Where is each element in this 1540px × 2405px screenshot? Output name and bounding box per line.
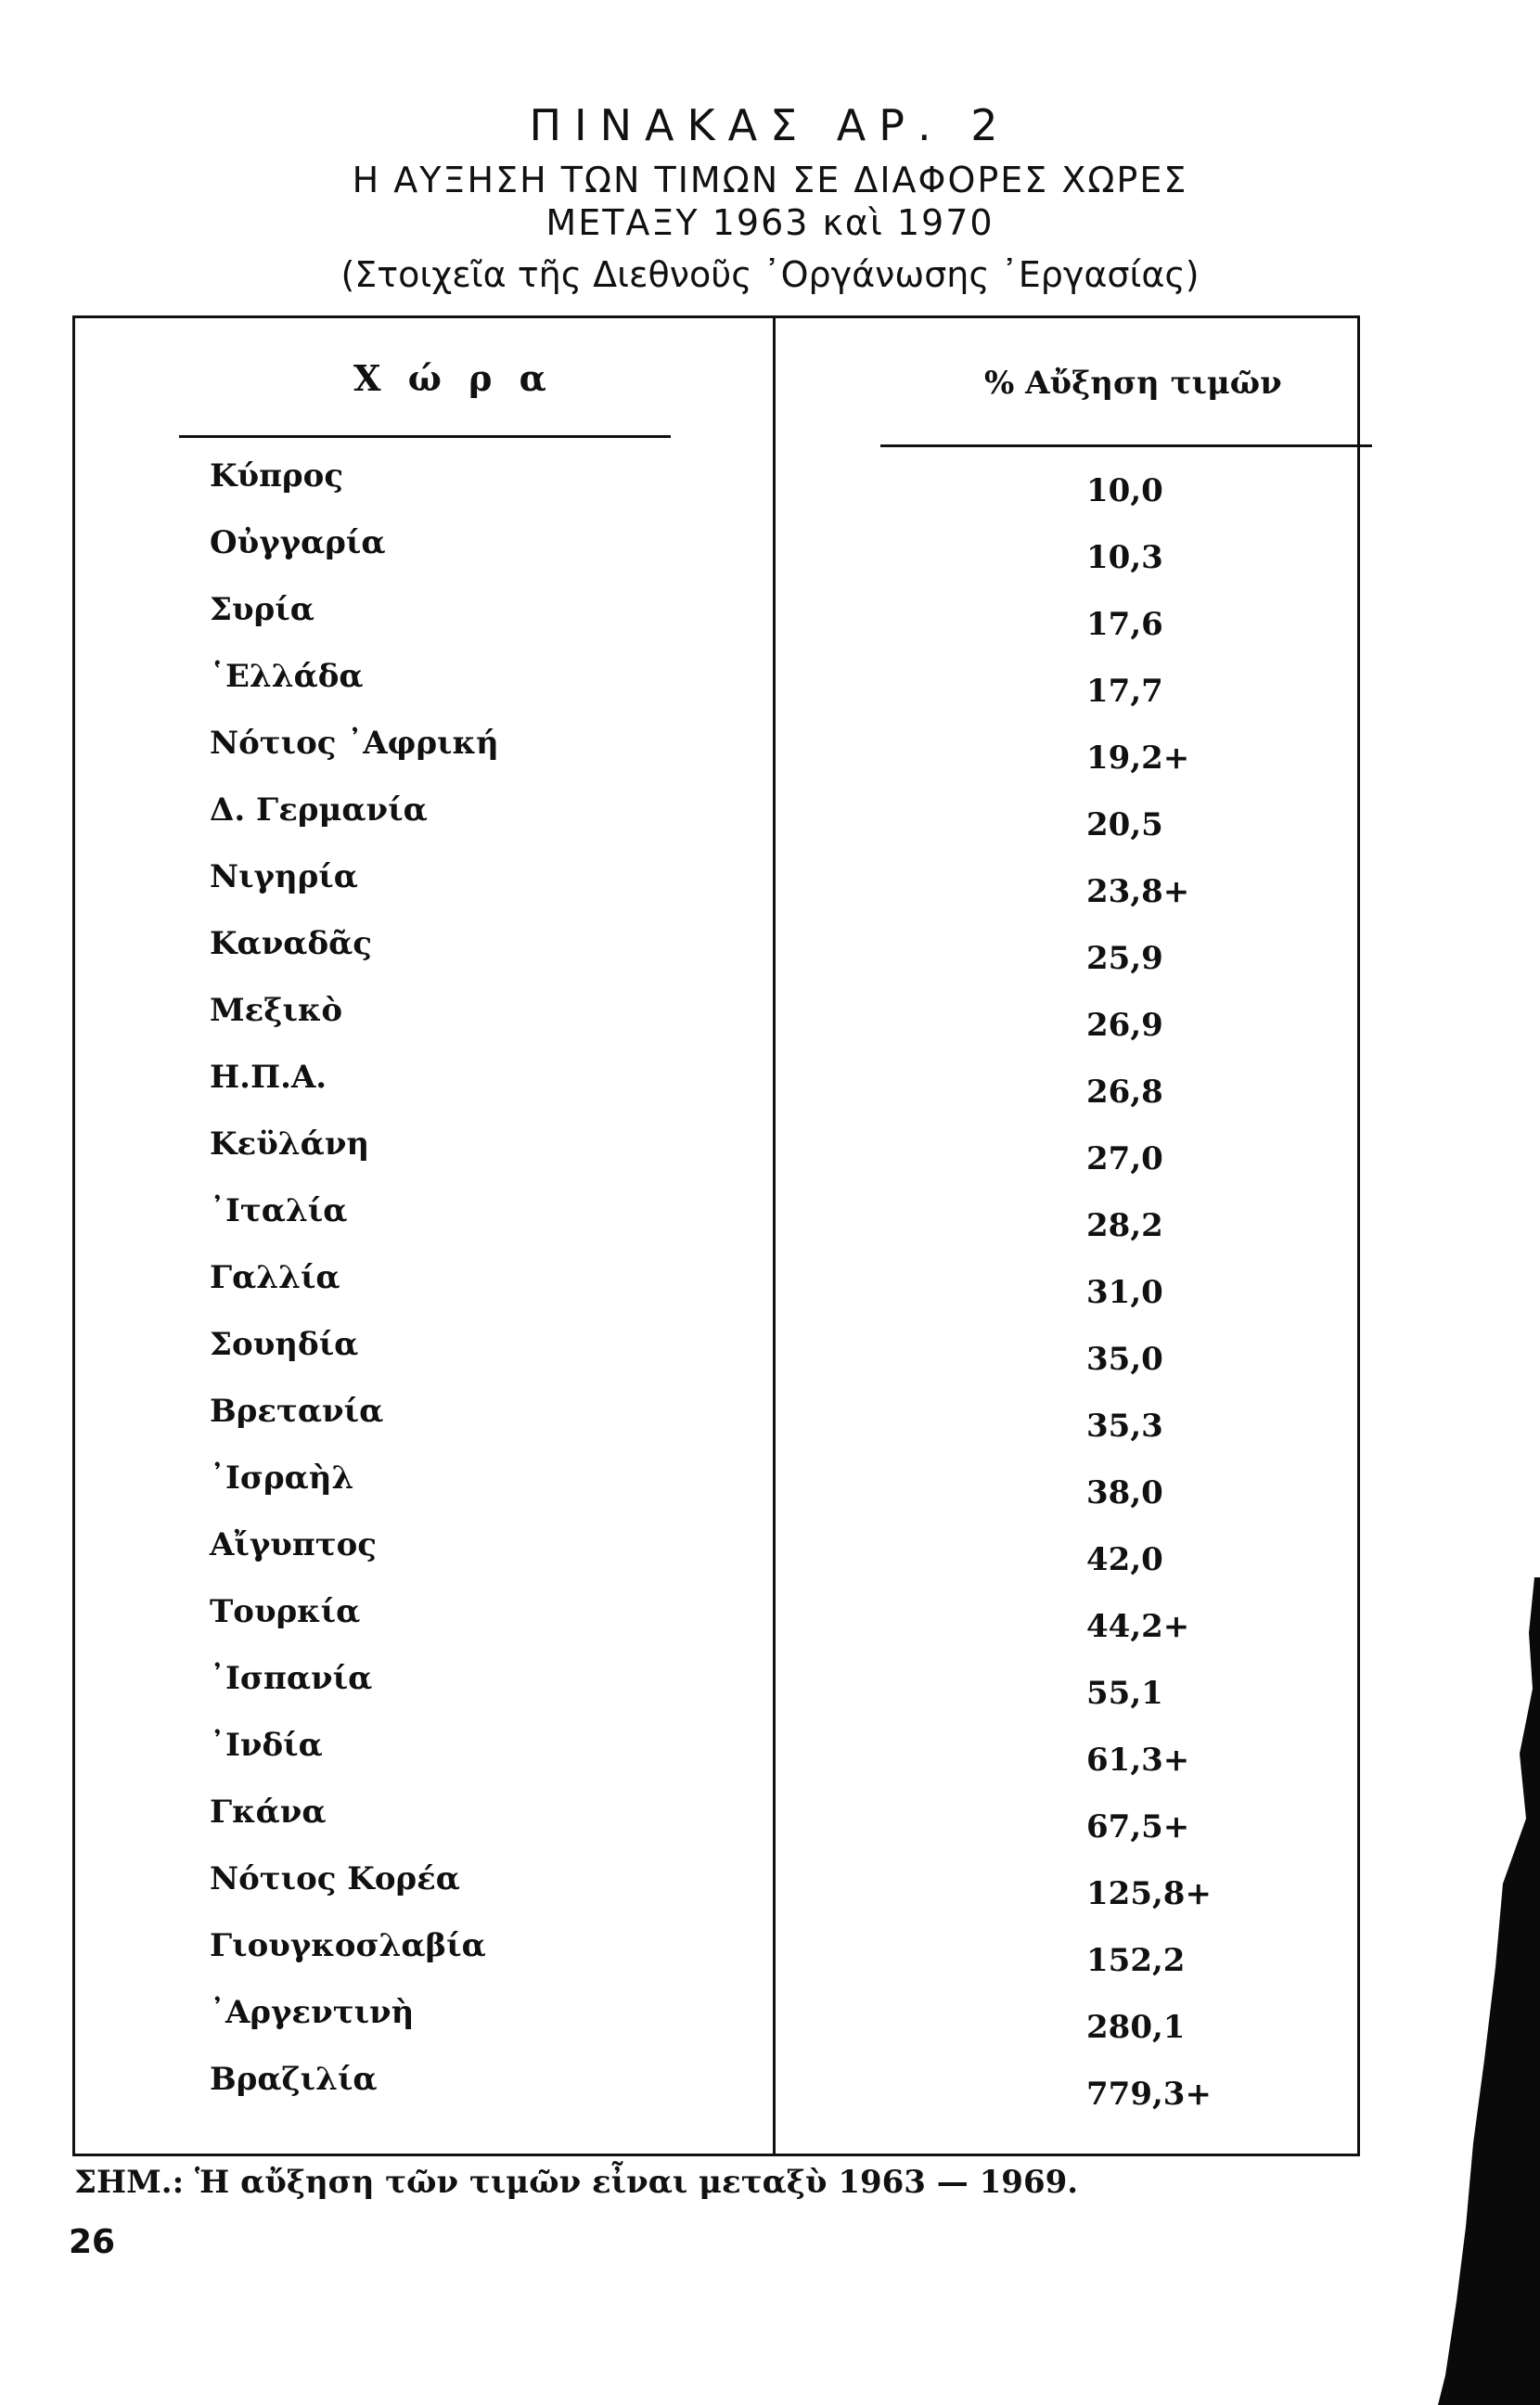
country-cell: Γαλλία	[210, 1259, 340, 1296]
country-cell: Αἴγυπτος	[210, 1526, 378, 1563]
value-cell: 35,3	[1086, 1408, 1163, 1445]
country-cell: ᾿Ινδία	[210, 1727, 323, 1764]
value-cell: 55,1	[1086, 1675, 1163, 1712]
table-row	[75, 791, 1357, 847]
table-subtitle-line2: ΜΕΤΑΞΥ 1963 καὶ 1970	[545, 202, 995, 243]
value-cell: 280,1	[1086, 2009, 1186, 2046]
value-cell: 35,0	[1086, 1341, 1163, 1378]
country-cell: Γιουγκοσλαβία	[210, 1927, 486, 1964]
value-cell: 26,9	[1086, 1007, 1163, 1044]
table-row	[75, 1460, 1357, 1515]
country-cell: Βρετανία	[210, 1393, 384, 1430]
value-cell: 17,7	[1086, 673, 1163, 710]
table-row	[75, 1125, 1357, 1181]
table-row	[75, 1326, 1357, 1382]
header-rule-left	[179, 435, 671, 438]
column-header-percent: % Αὔξηση τιμῶν	[984, 365, 1282, 402]
country-cell: Κεϋλάνη	[210, 1125, 370, 1163]
country-cell: Δ. Γερμανία	[210, 791, 428, 829]
country-cell: Οὐγγαρία	[210, 524, 386, 561]
table-row	[75, 1860, 1357, 1916]
table-row	[75, 1927, 1357, 1983]
country-cell: Μεξικὸ	[210, 992, 343, 1029]
table-row	[75, 457, 1357, 513]
table-row	[75, 1727, 1357, 1782]
value-cell: 38,0	[1086, 1474, 1163, 1511]
table-row	[75, 1259, 1357, 1315]
value-cell: 44,2+	[1086, 1608, 1190, 1645]
column-header-country: Χ ώ ρ α	[353, 357, 554, 399]
table-row	[75, 2061, 1357, 2116]
value-cell: 26,8	[1086, 1074, 1163, 1111]
page-number: 26	[69, 2223, 116, 2261]
table-row	[75, 1794, 1357, 1849]
value-cell: 19,2+	[1086, 740, 1190, 777]
scan-dark-edge	[1438, 1577, 1540, 2405]
country-cell: ᾿Αργεντινὴ	[210, 1994, 415, 2031]
table-row	[75, 1192, 1357, 1248]
value-cell: 25,9	[1086, 940, 1163, 977]
table-title: ΠΙΝΑΚΑΣ ΑΡ. 2	[529, 100, 1011, 150]
table-row	[75, 1393, 1357, 1448]
country-cell: Νότιος ᾿Αφρική	[210, 725, 499, 762]
country-cell: Νιγηρία	[210, 858, 358, 895]
table-source: (Στοιχεῖα τῆς Διεθνοῦς ᾿Οργάνωσης ᾿Εργασίας)	[340, 254, 1200, 295]
country-cell: Βραζιλία	[210, 2061, 378, 2098]
value-cell: 28,2	[1086, 1207, 1163, 1244]
table-row	[75, 925, 1357, 981]
table-row	[75, 858, 1357, 914]
header-rule-right	[880, 444, 1372, 447]
value-cell: 31,0	[1086, 1274, 1163, 1311]
table-row	[75, 524, 1357, 580]
value-cell: 61,3+	[1086, 1742, 1190, 1779]
table-row	[75, 1994, 1357, 2050]
value-cell: 42,0	[1086, 1541, 1163, 1578]
table-row	[75, 725, 1357, 780]
country-cell: Συρία	[210, 591, 314, 628]
country-cell: ῾Ελλάδα	[210, 658, 364, 695]
table-row	[75, 1059, 1357, 1114]
value-cell: 67,5+	[1086, 1808, 1190, 1846]
value-cell: 152,2	[1086, 1942, 1186, 1979]
country-cell: Γκάνα	[210, 1794, 327, 1831]
table-row	[75, 1526, 1357, 1582]
table-row	[75, 591, 1357, 647]
value-cell: 125,8+	[1086, 1875, 1212, 1912]
country-cell: ᾿Ιταλία	[210, 1192, 348, 1229]
value-cell: 23,8+	[1086, 873, 1190, 910]
country-cell: Η.Π.Α.	[210, 1059, 327, 1096]
table-row	[75, 1660, 1357, 1716]
country-cell: Καναδᾶς	[210, 925, 373, 962]
value-cell: 17,6	[1086, 606, 1163, 643]
table-row	[75, 1593, 1357, 1649]
value-cell: 10,0	[1086, 472, 1163, 509]
country-cell: Σουηδία	[210, 1326, 359, 1363]
table-row	[75, 992, 1357, 1048]
price-increase-table	[72, 315, 1360, 2156]
country-cell: ᾿Ισπανία	[210, 1660, 373, 1697]
value-cell: 10,3	[1086, 539, 1163, 576]
table-footnote: ΣΗΜ.: Ἡ αὔξηση τῶν τιμῶν εἶναι μεταξὺ 1963 — 1969.	[74, 2164, 1079, 2201]
value-cell: 20,5	[1086, 806, 1163, 843]
value-cell: 779,3+	[1086, 2076, 1212, 2113]
country-cell: ᾿Ισραὴλ	[210, 1460, 354, 1497]
value-cell: 27,0	[1086, 1140, 1163, 1177]
country-cell: Νότιος Κορέα	[210, 1860, 460, 1897]
table-row	[75, 658, 1357, 714]
country-cell: Κύπρος	[210, 457, 344, 495]
table-subtitle-line1: Η ΑΥΞΗΣΗ ΤΩΝ ΤΙΜΩΝ ΣΕ ΔΙΑΦΟΡΕΣ ΧΩΡΕΣ	[352, 160, 1188, 200]
country-cell: Τουρκία	[210, 1593, 361, 1630]
